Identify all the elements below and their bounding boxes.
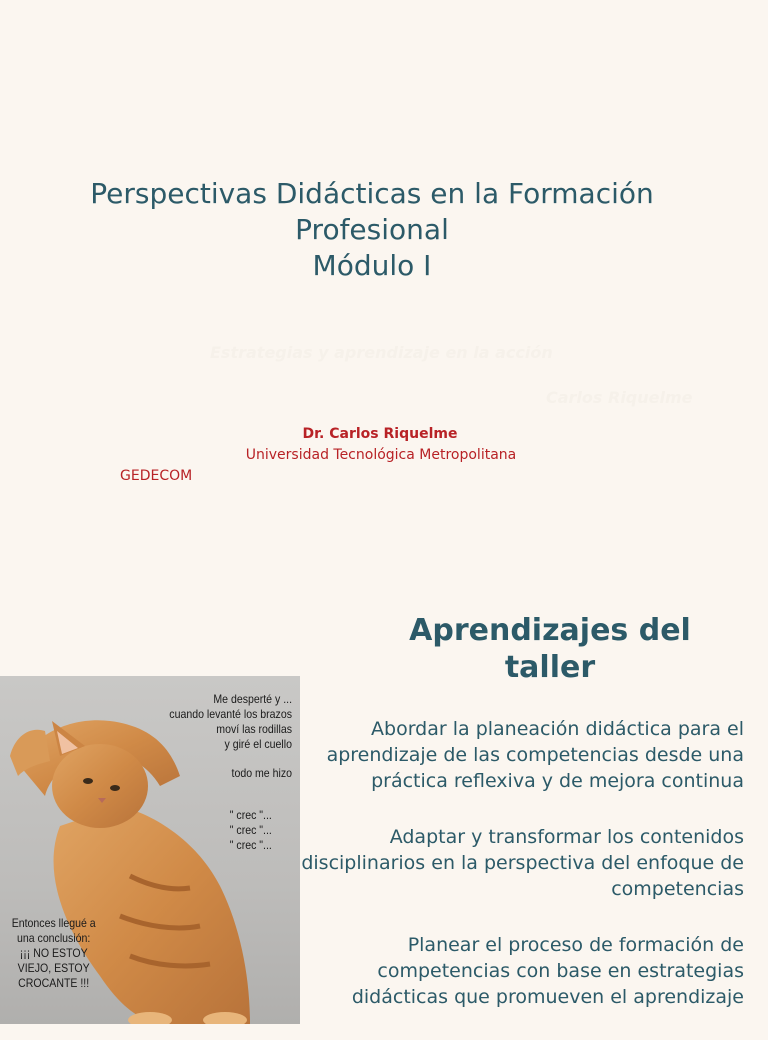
slide-title-line-2: taller bbox=[504, 650, 596, 685]
organization-label: GEDECOM bbox=[120, 468, 193, 484]
author-university: Universidad Tecnológica Metropolitana bbox=[245, 447, 517, 463]
meme-line: Entonces llegué a bbox=[11, 916, 96, 930]
meme-line: " crec "... bbox=[229, 808, 272, 822]
objective-item: Adaptar y transformar los contenidos disciplinarios en la perspectiva del enfoque de competencias bbox=[301, 826, 744, 900]
meme-line: CROCANTE !!! bbox=[18, 976, 90, 990]
title-line-2: Profesional bbox=[295, 213, 449, 246]
meme-caption-crec bbox=[216, 808, 286, 853]
objectives-list bbox=[300, 716, 744, 1040]
faint-author: Carlos Riquelme bbox=[546, 388, 693, 407]
slide-title bbox=[390, 612, 710, 686]
slide-title-line-1: Aprendizajes del bbox=[409, 613, 691, 648]
meme-caption-top bbox=[125, 692, 292, 781]
objectives-slide bbox=[0, 560, 768, 1024]
title-line-3: Módulo I bbox=[312, 249, 432, 282]
meme-line: y giré el cuello bbox=[224, 737, 292, 751]
cat-meme-image bbox=[0, 676, 300, 1024]
meme-line: moví las rodillas bbox=[216, 722, 292, 736]
meme-line: Me desperté y ... bbox=[213, 692, 292, 706]
meme-line: " crec "... bbox=[229, 823, 272, 837]
meme-line: VIEJO, ESTOY bbox=[17, 961, 90, 975]
meme-line: " crec "... bbox=[229, 838, 272, 852]
meme-caption-bottom bbox=[0, 916, 107, 991]
faint-subtitle: Estrategias y aprendizaje en la acción bbox=[210, 343, 553, 362]
meme-line: todo me hizo bbox=[231, 766, 292, 780]
meme-line: cuando levanté los brazos bbox=[169, 707, 292, 721]
author-name: Dr. Carlos Riquelme bbox=[302, 426, 458, 442]
objective-item: Planear el proceso de formación de competencias con base en estrategias didácticas que promueven el aprendizaje bbox=[351, 934, 744, 1008]
objective-item: Abordar la planeación didáctica para el aprendizaje de las competencias desde una práctica reflexiva y de mejora continua bbox=[326, 718, 744, 792]
title-line-1: Perspectivas Didácticas en la Formación bbox=[90, 177, 654, 210]
meme-line: ¡¡¡ NO ESTOY bbox=[19, 946, 88, 960]
presentation-title bbox=[40, 176, 704, 284]
meme-line: una conclusión: bbox=[16, 931, 91, 945]
